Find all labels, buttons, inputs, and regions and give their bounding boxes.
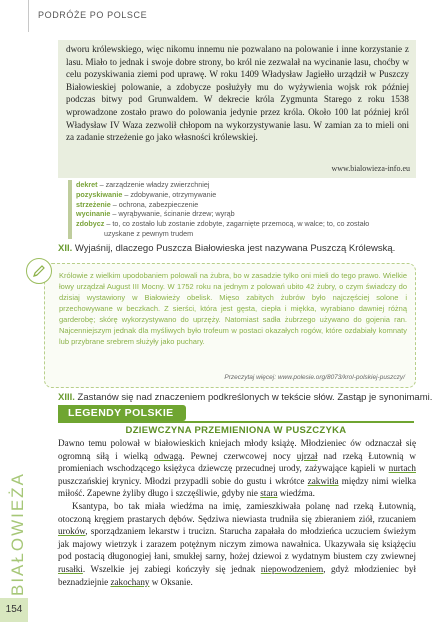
running-header: PODRÓŻE PO POLSCE [38, 10, 148, 20]
underlined-word: niepowodzeniem [260, 563, 324, 574]
story-fragment: w Oksanie. [149, 576, 193, 587]
bison-info-box [44, 263, 416, 388]
underlined-word: rusałki [58, 563, 83, 574]
story-fragment: , gdyż młodzieniec był beznadziejnie [58, 563, 417, 587]
glossary-entry: uzyskane z pewnym trudem [104, 228, 194, 238]
underlined-word: odwagą [153, 450, 183, 461]
story-fragment: między nimi wielka miłość. Zapewne żyliby długo i szczęśliwie, gdyby nie [58, 475, 416, 499]
history-box [58, 40, 416, 178]
story-paragraph [58, 500, 416, 588]
question-13: XIII. Zastanów się nad znaczeniem podkreślonych w tekście słów. Zastąp je synonimami. [58, 392, 433, 403]
question-12: XII. Wyjaśnij, dlaczego Puszcza Białowieska jest nazywana Puszczą Królewską. [58, 243, 396, 254]
story-text [58, 437, 416, 588]
glossary [68, 180, 421, 239]
underlined-word: zakwitła [307, 475, 339, 486]
page-number: 154 [5, 604, 23, 615]
story-fragment: wiedźma. [277, 488, 315, 499]
section-divider [58, 421, 414, 423]
underlined-word: uroków [58, 526, 86, 537]
glossary-entry: dekret – zarządzenie władzy zwierzchniej [76, 180, 210, 189]
underlined-word: stara [260, 488, 278, 499]
history-text: dworu królewskiego, więc nikomu innemu nie pozwalano na polowanie i inne korzystanie z lasu. Miało to jednak i swoje dobre strony, bo król nie zezwalał na wycinanie lasu, choćby w celu pozyskiwania ziemi pod uprawę. W roku 1409 Władysław Jagiełło urządził w Puszczy Białowieskiej polowanie, a zdobycze posłużyły mu do wyżywienia wojsk rok później podczas bitwy pod Grunwaldem. W dekrecie króla Zygmunta Starego z roku 1538 wprowadzone zostało prawo do polowania jedynie przez króla. Około 100 lat później król Władysław IV Waza zezwolił chłopom na wykorzystywanie lasu. W zamian za to mieli oni za zadanie strzeżenie go jako własności królewskiej. [66, 44, 409, 143]
underlined-word: nurtach [388, 463, 416, 474]
glossary-entry: zdobycz – to, co zostało lub zostanie zdobyte, zagarnięte przemocą, w walce; to, co zostało [76, 219, 370, 229]
story-fragment: Dawno temu polował w białowieskich kniejach młody książę. Młodzieniec ów odznaczał się ogromną siłą i wielką [58, 438, 416, 461]
glossary-entry: pozyskiwanie – zdobywanie, otrzymywanie [76, 189, 217, 199]
story-fragment: , sporządzaniem lekarstw i trucizn. Starucha zapałała do młodzieńca uczuciem świeżym jak majowy wietrzyk i zarazem potężnym niczym zimowa nawałnica. Ukazywała się książęciu pod postacią długonogiej łani, smukłej sarny, hożej dziewoi z wydatnym biustem czy zwiewnej [58, 526, 416, 562]
story-fragment: . Wszelkie jej zabiegi kończyły się jednak [82, 563, 261, 574]
story-fragment: nad rzeką Łutownią w promieniach wschodzącego księżyca dziewczę przecudnej urody, zażywające kąpieli w [58, 450, 416, 474]
story-title: DZIEWCZYNA PRZEMIENIONA W PUSZCZYKA [125, 425, 347, 436]
story-paragraph [58, 437, 416, 500]
section-label: LEGENDY POLSKIE [58, 405, 186, 421]
story-fragment: . Pewnej czerwcowej nocy [182, 450, 297, 461]
header-divider [28, 0, 29, 32]
pencil-icon [26, 258, 52, 284]
underlined-word: zakochany [110, 576, 150, 587]
history-source: www.bialowieza-info.eu [331, 164, 410, 173]
underlined-word: ujrzał [296, 450, 318, 461]
glossary-entry: strzeżenie – ochrona, zabezpieczenie [76, 199, 199, 209]
story-fragment: puszczańskiej krynicy. Młodzi przypadli sobie do gustu i wkrótce [58, 475, 308, 486]
bison-info-text: Królowie z wielkim upodobaniem polowali na żubra, bo w zasadzie tylko oni mieli do tego prawo. Wielkie łowy urządzał August III Mocny. W 1752 roku na jednym z polowań ubito 42 żubry, o czym świadczy do dzisiaj wystawiony w Białowieży obelisk. Mięso zabitych żubrów było najczęściej solone i przechowywane w beczkach. Z sierści, która jest gęsta, ciepła i miękka, wyrabiano dawniej różną garderobę; skórę wykorzystywano do uprzęży. Natomiast sadła żubrzego używano do gojenia ran. Najcenniejszym jednak dla myśliwych było trofeum w postaci okazałych rogów, które ozdabiały komnaty lub przybrane srebrem służyły jako puchary. [59, 271, 407, 346]
story-fragment: Ksantypa, bo tak miała wiedźma na imię, zamieszkiwała polanę nad rzeką Łutownią, otoczoną kręgiem prastarych dębów. Sędziwa niewiasta trudniła się zbieraniem ziół, rzucaniem [58, 500, 416, 524]
side-label: BIAŁOWIEŻA [8, 472, 27, 596]
glossary-entry: wycinanie – wyrąbywanie, ścinanie drzew; wyrąb [76, 209, 235, 219]
bison-info-source: Przeczytaj więcej: www.polesie.org/8073/krol-polskiej-puszczy/ [224, 374, 405, 381]
